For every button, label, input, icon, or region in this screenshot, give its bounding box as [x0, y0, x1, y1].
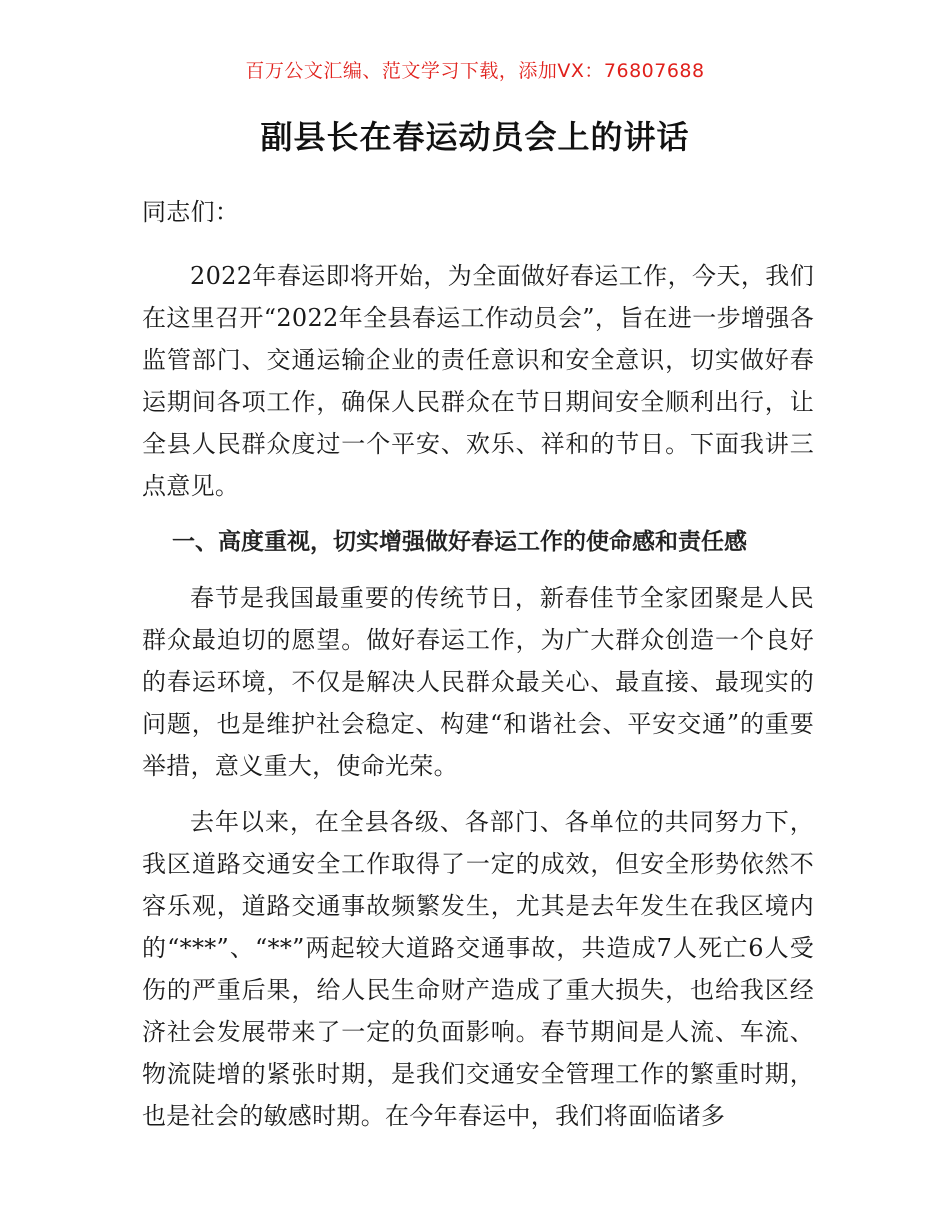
section-heading-1: 一、高度重视，切实增强做好春运工作的使命感和责任感 [172, 529, 747, 555]
paragraph-situation: 去年以来，在全县各级、各部门、各单位的共同努力下，我区道路交通安全工作取得了一定的成效，但安全形势依然不容乐观，道路交通事故频繁发生，尤其是去年发生在我区境内的“***”、“**”两起较大道路交通事故，共造成7人死亡6人受伤的严重后果，给人民生命财产造成了重大损失，也给我区经济社会发展带来了一定的负面影响。春节期间是人流、车流、物流陡增的紧张时期，是我们交通安全管理工作的繁重时期，也是社会的敏感时期。在今年春运中，我们将面临诸多 [142, 808, 814, 1130]
paragraph-significance: 春节是我国最重要的传统节日，新春佳节全家团聚是人民群众最迫切的愿望。做好春运工作，为广大群众创造一个良好的春运环境，不仅是解决人民群众最关心、最直接、最现实的问题，也是维护社会稳定、构建“和谐社会、平安交通”的重要举措，意义重大，使命光荣。 [142, 584, 814, 780]
watermark-banner: 百万公文汇编、范文学习下载，添加VX：76807688 [245, 60, 705, 82]
salutation: 同志们： [142, 198, 240, 226]
document-body [142, 191, 814, 1137]
document-title: 副县长在春运动员会上的讲话 [260, 118, 690, 156]
paragraph-intro: 2022年春运即将开始，为全面做好春运工作，今天，我们在这里召开“2022年全县春运工作动员会”，旨在进一步增强各监管部门、交通运输企业的责任意识和安全意识，切实做好春运期间各项工作，确保人民群众在节日期间安全顺利出行，让全县人民群众度过一个平安、欢乐、祥和的节日。下面我讲三点意见。 [142, 262, 814, 500]
